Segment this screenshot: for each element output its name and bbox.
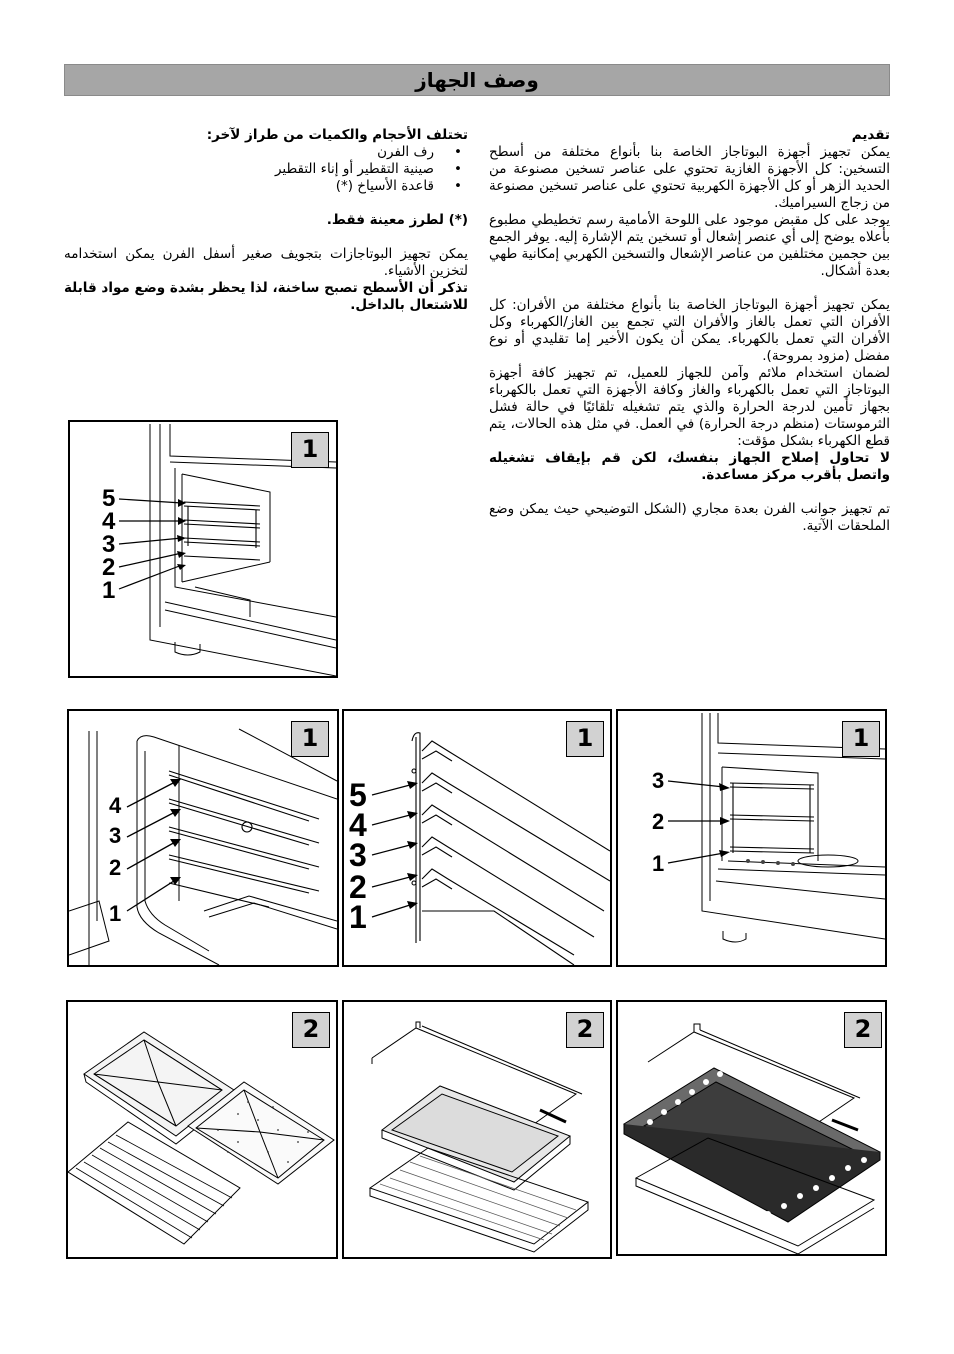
rail-label: 2 [109, 855, 122, 880]
list-item: • قاعدة الأسياخ (*) [64, 178, 468, 195]
accessories-column [64, 127, 468, 314]
figure-number-badge: 1 [842, 721, 880, 757]
figure-oven-rails [67, 709, 339, 967]
intro-column [489, 127, 890, 535]
figure-number-badge: 1 [291, 432, 329, 468]
rail-label: 2 [652, 809, 665, 834]
figure-drip-pan [616, 1000, 887, 1256]
hot-surface-warning: تذكر أن الأسطح تصبح ساخنة، لذا يحظر بشدة وضع مواد قابلة للاشتعال بالداخل. [64, 280, 468, 313]
figure-number-badge: 2 [292, 1012, 330, 1048]
figure-number-badge: 1 [566, 721, 604, 757]
figure-spit-support-tray [342, 1000, 612, 1259]
storage-paragraph: يمكن تجهيز البوتاجازات بتجويف صغير أسفل الفرن يمكن استخدامه لتخزين الأشياء. [64, 246, 468, 279]
rail-label: 1 [349, 899, 367, 935]
rail-label: 3 [652, 768, 665, 793]
figure-accessories-trays [66, 1000, 338, 1259]
shelf-label: 2 [102, 554, 116, 581]
intro-paragraph-3: يمكن تجهيز أجهزة البوتاجاز الخاصة بنا بأنواع مختلفة من الأفران: كل الأفران التي تعمل بالغاز والأفران التي تجمع بين الغاز/الكهرباء وكل الأفران التي تعمل بالكهرباء. يمكن أن يكون الأخير إما تقليدي أو نوع مفضل (مزود بمروحة). [489, 297, 890, 364]
figure-side-rails [342, 709, 612, 967]
list-item: • صينية التقطير أو إناء التقطير [64, 161, 468, 178]
shelf-label: 4 [102, 508, 116, 535]
rail-label: 4 [349, 807, 367, 843]
intro-warning: لا تحاول إصلاح الجهاز بنفسك، لكن قم بإيقاف تشغيله واتصل بأقرب مركز مساعدة. [489, 450, 890, 483]
rail-label: 1 [652, 851, 665, 876]
rail-label: 3 [109, 823, 122, 848]
figure-number-badge: 1 [291, 721, 329, 757]
section-title: وصف الجهاز [415, 68, 539, 92]
rail-label: 3 [349, 837, 367, 873]
figure-oven-shelf-positions [68, 420, 338, 678]
accessories-heading: تختلف الأحجام والكميات من طراز لآخر: [206, 127, 468, 143]
shelf-label: 5 [102, 485, 116, 512]
intro-paragraph-4: لضمان استخدام ملائم وآمن للجهاز للعميل، تم تجهيز كافة أجهزة البوتاجاز التي تعمل بالكهرباء والغاز وكافة الأجهزة التي تعمل بالكهرباء بجهاز تأمين لدرجة الحرارة والذي يتم تشغيله تلقائيًا في حالة فشل الثرموستات (منظم درجة الحرارة) في العمل. في مثل هذه الحالات، يتم قطع الكهرباء بشكل مؤقت: [489, 365, 890, 449]
rail-label: 4 [109, 793, 122, 818]
intro-paragraph-5: تم تجهيز جوانب الفرن بعدة مجاري (الشكل التوضيحي حيث يمكن وضع الملحقات الآتية. [489, 501, 890, 534]
models-note: (*) لطرز معينة فقط. [326, 212, 468, 228]
shelf-label: 1 [102, 577, 116, 604]
shelf-label: 3 [102, 531, 116, 558]
list-item: • رف الفرن [64, 144, 468, 161]
intro-paragraph-2: يوجد على كل مقبض موجود على اللوحة الأمامية رسم تخطيطي مطبوع بأعلاه يوضح إلى أي عنصر إشعال أو تسخين يتم الإشارة إليه. يوفر الجمع بين حجمين مختلفين من عناصر الإشعال والتسخين الكهربي إمكانية طهي بعدة أشكال. [489, 212, 890, 279]
accessories-list [64, 144, 468, 195]
rail-label: 1 [109, 901, 122, 926]
figure-number-badge: 2 [566, 1012, 604, 1048]
intro-paragraph-1: يمكن تجهيز أجهزة البوتاجاز الخاصة بنا بأنواع مختلفة من أسطح التسخين: كل الأجهزة الغازية تحتوي على عناصر تسخين مصنوعة من الحديد الزهر أو كل الأجهزة الكهربية تحتوي على عناصر تسخين مصنوعة من زجاج السيراميك. [489, 144, 890, 211]
rail-label: 2 [349, 869, 367, 905]
figure-number-badge: 2 [844, 1012, 882, 1048]
figure-oven-three-positions [616, 709, 887, 967]
intro-heading: تقديم [851, 127, 890, 143]
rail-label: 5 [349, 777, 367, 813]
section-header [64, 64, 890, 96]
